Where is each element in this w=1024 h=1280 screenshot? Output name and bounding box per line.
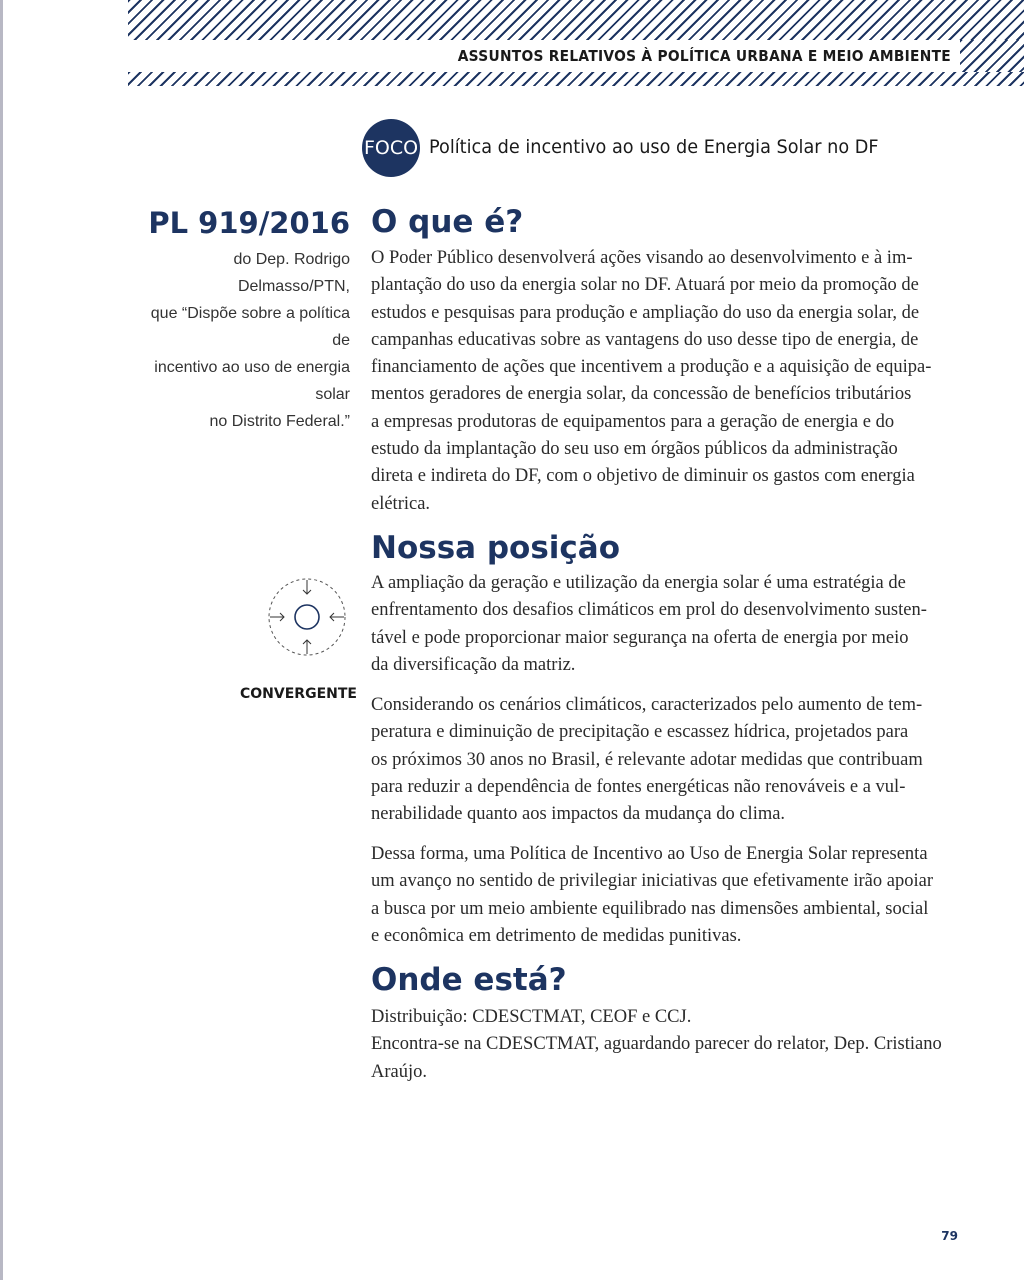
focus-title: Política de incentivo ao uso de Energia Solar no DF	[429, 136, 879, 158]
text-line: enfrentamento dos desafios climáticos em prol do desenvolvimento susten-	[371, 600, 927, 621]
focus-badge: FOCO	[362, 119, 420, 177]
text-line: a busca por um meio ambiente equilibrado nas dimensões ambiental, social	[371, 898, 929, 919]
text-line: peratura e diminuição de precipitação e escassez hídrica, projetados para	[371, 722, 909, 743]
text-line: estudos e pesquisas para produção e ampliação do uso da energia solar, de	[371, 302, 920, 323]
text-line: a empresas produtoras de equipamentos para a geração de energia e do	[371, 411, 895, 432]
page-number: 79	[941, 1229, 958, 1243]
heading-position: Nossa posição	[371, 530, 621, 566]
text-line: Encontra-se na CDESCTMAT, aguardando parecer do relator, Dep. Cristiano	[371, 1034, 942, 1055]
text-line: Considerando os cenários climáticos, caracterizados pelo aumento de tem-	[371, 695, 923, 715]
text-line: estudo da implantação do seu uso em órgãos públicos da administração	[371, 439, 898, 460]
header-hatch-top	[128, 0, 1024, 40]
text-line: plantação do uso da energia solar no DF. Atuará por meio da promoção de	[371, 275, 919, 296]
convergent-arrows-icon	[266, 576, 348, 658]
heading-where: Onde está?	[371, 962, 567, 998]
text-line: Dessa forma, uma Política de Incentivo ao Uso de Energia Solar representa	[371, 844, 928, 864]
text-line: Araújo.	[371, 1061, 427, 1082]
position-paragraph-2	[371, 692, 961, 828]
bill-number: PL 919/2016	[148, 206, 350, 240]
text-line: financiamento de ações que incentivem a produção e a aquisição de equipa-	[371, 357, 932, 378]
bill-description	[130, 246, 350, 435]
position-paragraph-1	[371, 570, 961, 679]
text-line: direta e indireta do DF, com o objetivo de diminuir os gastos com energia	[371, 466, 915, 487]
text-line: um avanço no sentido de privilegiar iniciativas que efetivamente irão apoiar	[371, 871, 933, 892]
bill-description-line: no Distrito Federal.”	[209, 413, 350, 430]
text-line: nerabilidade quanto aos impactos da mudança do clima.	[371, 804, 786, 825]
text-line: para reduzir a dependência de fontes energéticas não renováveis e a vul-	[371, 776, 906, 797]
bill-description-line: incentivo ao uso de energia solar	[154, 359, 350, 403]
bill-description-line: do Dep. Rodrigo Delmasso/PTN,	[233, 251, 350, 295]
text-line: campanhas educativas sobre as vantagens do uso desse tipo de energia, de	[371, 329, 919, 350]
what-paragraph	[371, 245, 961, 518]
header-hatch-bottom	[128, 72, 1024, 86]
header-hatch-right	[960, 40, 1024, 72]
position-paragraph-3	[371, 841, 961, 950]
text-line: Distribuição: CDESCTMAT, CEOF e CCJ.	[371, 1007, 692, 1027]
where-paragraph	[371, 1004, 961, 1086]
text-line: os próximos 30 anos no Brasil, é relevante adotar medidas que contribuam	[371, 749, 923, 770]
bill-description-line: que “Dispõe sobre a política de	[150, 305, 350, 349]
text-line: O Poder Público desenvolverá ações visando ao desenvolvimento e à im-	[371, 248, 913, 268]
text-line: tável e pode proporcionar maior segurança na oferta de energia por meio	[371, 627, 909, 648]
section-header-bar	[128, 40, 960, 73]
section-title: ASSUNTOS RELATIVOS À POLÍTICA URBANA E MEIO AMBIENTE	[457, 47, 951, 65]
page-edge-rule	[0, 0, 3, 1280]
heading-what: O que é?	[371, 204, 524, 240]
text-line: A ampliação da geração e utilização da energia solar é uma estratégia de	[371, 573, 906, 593]
text-line: da diversificação da matriz.	[371, 654, 576, 675]
text-line: mentos geradores de energia solar, da concessão de benefícios tributários	[371, 384, 912, 405]
text-line: elétrica.	[371, 493, 431, 514]
text-line: e econômica em detrimento de medidas punitivas.	[371, 925, 742, 946]
stance-label: CONVERGENTE	[240, 686, 357, 702]
